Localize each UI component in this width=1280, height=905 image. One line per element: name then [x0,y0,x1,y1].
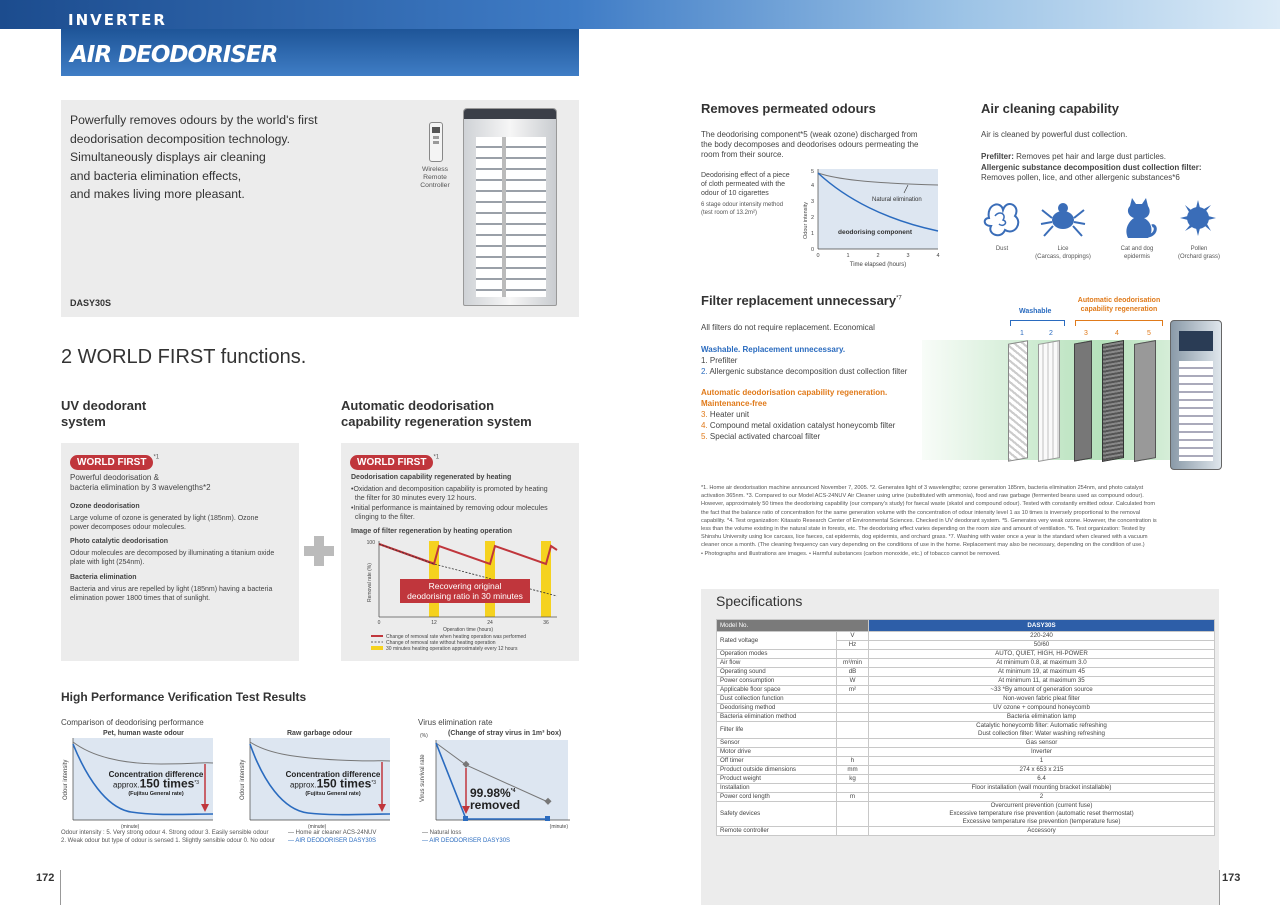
chart1-ylabel: Odour intensity [63,759,69,800]
spec-unit [837,739,869,748]
uv-title: UV deodorant system [61,398,147,429]
spec-row [717,766,1215,775]
chart2-ylabel: Odour intensity [240,759,246,800]
regen-bullet-2: •Initial performance is maintained by removing odour molecules clinging to the filter. [351,505,548,521]
x-tick: 4 [936,253,940,259]
chart-legend-1: — Home air cleaner ACS-24NUV — AIR DEODORISER DASY30S [288,830,377,844]
spec-row [717,793,1215,802]
spec-value: At minimum 0.8, at maximum 3.0 [869,659,1215,668]
diagram-auto: Automatic deodorisation capability regeneration [1077,297,1161,313]
spec-value: 1 [869,757,1215,766]
prefilter-image [1008,340,1028,462]
spec-value: 274 x 653 x 215 [869,766,1215,775]
world-first-heading: 2 WORLD FIRST functions. [61,346,307,368]
spec-value: 2 [869,793,1215,802]
spec-label: Rated voltage [717,632,837,650]
spec-label: Sensor [717,739,837,748]
virus-chart-title: (Change of stray virus in 1m³ box) [448,730,562,737]
icon-label: Dust [995,246,1009,252]
y-tick: 1 [810,231,814,237]
specs-title: Specifications [716,593,803,609]
spec-row [717,659,1215,668]
spec-unit [837,784,869,793]
permeated-chart-desc: Deodorising effect of a piece of cloth permeated with the odour of 10 cigarettes [701,172,790,197]
honeycomb-image [1102,340,1124,462]
spec-row [717,775,1215,784]
spec-value: Overcurrent prevention (current fuse) Excessive temperature rise prevention (automatic reset thermostat) Excessive temperature rise prevention (temperature fuse) [869,802,1215,827]
removed-text: 99.98%$^{*4}$ removed [470,786,521,812]
remote-label: Wireless Remote Controller [420,166,450,189]
x-tick: 12 [431,620,437,626]
spec-row [717,802,1215,827]
chart2-conc-text: Concentration difference approx.150 times$^{*3}$ (Fujitsu General rate) [285,770,381,797]
x-tick: 3 [906,253,910,259]
x-tick: 1 [846,253,850,259]
bacteria-text: Bacteria and virus are repelled by light (185nm) having a bacteria elimination power 1800 times that of sunlight. [70,586,273,602]
filter-item-3: 3. Heater unit [701,410,750,419]
spec-label: Installation [717,784,837,793]
chart1-xunit: (minute) [121,824,140,830]
charcoal-image [1134,340,1156,462]
comparison-caption: Comparison of deodorising performance [61,718,204,727]
permeated-text: The deodorising component*5 (weak ozone) discharged from the body decomposes and deodorises odours permeating the room from their source. [701,130,919,159]
spec-label: Air flow [717,659,837,668]
cat-icon [1118,196,1158,241]
spec-value: 6.4 [869,775,1215,784]
spec-row [717,677,1215,686]
spec-value: Inverter [869,748,1215,757]
page-number-left: 172 [36,872,55,884]
regen-legend-3: 30 minutes heating operation approximately every 12 hours [386,646,518,652]
spec-label: Filter life [717,722,837,739]
icon-label: Lice (Carcass, droppings) [1035,246,1091,260]
spec-row [717,668,1215,677]
uv-world-first-badge: WORLD FIRST $^{*1}$ [70,452,159,470]
y-tick: 2 [810,215,814,221]
spec-row [717,748,1215,757]
verify-title: High Performance Verification Test Results [61,690,307,704]
specs-table [716,619,1215,836]
spec-unit [837,695,869,704]
icon-label: Pollen (Orchard grass) [1177,246,1220,260]
regen-chart-title: Image of filter regeneration by heating operation [351,528,513,535]
x-tick: 2 [876,253,880,259]
chart1-title: Pet, human waste odour [103,730,184,737]
spec-value: At minimum 11, at maximum 35 [869,677,1215,686]
lice-icon [1040,196,1086,241]
diag-num: 5 [1147,330,1151,337]
spec-label: Product outside dimensions [717,766,837,775]
product-title: AIR DEODORISER [70,42,278,68]
spec-row [717,827,1215,836]
spec-unit: mm [837,766,869,775]
regen-world-first-badge: WORLD FIRST $^{*1}$ [350,452,439,470]
deo-label: deodorising component [838,229,913,236]
spec-row [717,757,1215,766]
spec-value: Floor installation (wall mounting bracket installable) [869,784,1215,793]
diag-num: 2 [1049,330,1053,337]
footnotes: *1. Home air deodorisation machine announced November 7, 2005. *2. Generates light of 3 wavelengths; ozone generation 185nm, bacteria elimination 254nm, and photo catalyst activation 365nm. *3. Compared to our Model ACS-24NUV Air Cleaner using urine (substituted with ammonia), food and raw garbage (fermented beans used as compound odour). However, approximately 50 times the deodorising capability (our company's study) for faecal waste (skatol and compound odour). Tested with constantly emitted odour. Calculated from the fact that the balance ratio of concentration for the same generation volume with the concentration of odour intensity level 1 as 10 times is inversely proportional to the removal capability. *4. Test organization: Kitasato Research Center of Environmental Sciences. Checked in UV deodorant system. *5. Generates very weak ozone. However, the concentration is less than the volume existing in the natural state in forests, etc. The deodorising effect varies depending on the room size and amount of ventilation. *6. Test organization: Tested by Shinshu University using lice carcass, lice faeces, cat epidermis, dog epidermis, and orchard grass. *7. Washing with water once a year is the standard when cleaned with a vacuum cleaner once a month. (The cleaning frequency can vary depending on the conditions of use in the home. Replacement may also be necessary, depending on the condition of use.) • Photographs and illustrations are images. • Harmful substances (carbon monoxide, etc.) of tobacco cannot be removed. [701,485,1157,557]
virus-xunit: (minute) [549,824,568,830]
spec-label: Power consumption [717,677,837,686]
page-number-right: 173 [1222,872,1241,884]
chart-legend-2: — Natural loss — AIR DEODORISER DASY30S [422,830,511,844]
bacteria-title: Bacteria elimination [70,574,137,581]
inverter-label: INVERTER [68,11,167,29]
permeated-title: Removes permeated odours [701,101,876,116]
spec-row [717,713,1215,722]
spec-row [717,695,1215,704]
spec-value: Non-woven fabric pleat filter [869,695,1215,704]
natural-label: Natural elimination [872,197,922,203]
chart1-conc-text: Concentration difference approx.150 times$^{*3}$ (Fujitsu General rate) [108,770,204,797]
spec-label: Off timer [717,757,837,766]
spec-unit: m² [837,686,869,695]
uv-lead: Powerful deodorisation & bacteria elimination by 3 wavelengths*2 [70,473,211,492]
product-image [463,108,557,306]
ozone-title: Ozone deodorisation [70,503,140,510]
spec-row [717,739,1215,748]
spec-unit: kg [837,775,869,784]
spec-label: Power cord length [717,793,837,802]
spec-unit [837,748,869,757]
y-tick: 4 [810,183,814,189]
spec-label: Product weight [717,775,837,784]
regen-title: Automatic deodorisation capability regeneration system [341,398,532,429]
ozone-text: Large volume of ozone is generated by light (185nm). Ozone power decomposes odour molecules. [70,515,259,531]
y-tick: 0 [810,247,814,253]
filter-lead: All filters do not require replacement. Economical [701,323,875,332]
spec-value: Catalytic honeycomb filter: Automatic refreshing Dust collection filter: Water washing refreshing [869,722,1215,739]
filter-item-5: 5. Special activated charcoal filter [701,432,821,441]
plus-icon [304,536,334,566]
spec-value: UV ozone + compound honeycomb [869,704,1215,713]
photocatalytic-title: Photo catalytic deodorisation [70,538,169,545]
spec-unit: m³/min [837,659,869,668]
regen-chart [345,536,575,656]
spec-unit: m [837,793,869,802]
photocatalytic-text: Odour molecules are decomposed by illuminating a titanium oxide plate with light (254nm). [70,550,275,566]
diagram-washable: Washable [1019,308,1052,315]
virus-unit: (%) [420,733,428,739]
specs-table-wrap [716,619,1215,836]
spec-value: AUTO, QUIET, HIGH, HI-POWER [869,650,1215,659]
spec-label: Deodorising method [717,704,837,713]
y-tick: 5 [810,169,814,175]
spec-label: Bacteria elimination method [717,713,837,722]
spec-label: Applicable floor space [717,686,837,695]
y-tick: 3 [810,199,814,205]
prefilter-text: Prefilter: Removes pet hair and large dust particles. [981,152,1166,161]
unit-image [1170,320,1222,470]
dust-filter-image [1038,340,1060,462]
permeated-method: 6 stage odour intensity method (test room of 13.2m²) [701,202,784,216]
spec-value: 220-240 [869,632,1215,641]
allergen-text: Allergenic substance decomposition dust collection filter: Removes pollen, lice, and other allergenic substances*6 [981,163,1202,182]
spec-value: Gas sensor [869,739,1215,748]
spec-value: At minimum 19, at maximum 45 [869,668,1215,677]
chart2-xunit: (minute) [308,824,327,830]
filter-item-1: 1. Prefilter [701,356,738,365]
spec-unit: W [837,677,869,686]
spec-label: Dust collection function [717,695,837,704]
filter-title: Filter replacement unnecessary$^{*7}$ [701,293,902,308]
spec-unit: Hz [837,641,869,650]
spec-header-model: DASY30S [869,620,1215,632]
filter-item-4: 4. Compound metal oxidation catalyst honeycomb filter [701,421,896,430]
icon-label: Cat and dog epidermis [1120,246,1154,260]
permeated-ylabel: Odour intensity [803,202,809,239]
y-tick-100: 100 [366,540,375,546]
spec-value: Accessory [869,827,1215,836]
virus-chart [418,736,583,831]
dust-icon [981,196,1023,241]
heater-image [1074,340,1092,461]
regen-bullet-1: •Oxidation and decomposition capability is promoted by heating the filter for 30 minutes every 12 hours. [351,486,548,502]
diag-num: 1 [1020,330,1024,337]
spec-row [717,722,1215,739]
spec-row [717,704,1215,713]
spec-unit [837,827,869,836]
permeated-chart [796,165,946,269]
regen-sub: Deodorisation capability regenerated by heating [351,474,512,481]
spec-unit: dB [837,668,869,677]
aircleaning-text: Air is cleaned by powerful dust collection. [981,130,1128,139]
spec-label: Remote controller [717,827,837,836]
spec-header-label: Model No. [717,620,869,632]
spec-label: Operating sound [717,668,837,677]
virus-ylabel: Virus survival rate [420,754,426,802]
intro-model: DASY30S [70,298,112,308]
x-tick: 0 [377,620,381,626]
spec-unit [837,722,869,739]
virus-caption: Virus elimination rate [418,718,493,727]
callout-line-1: Recovering original [428,581,502,591]
auto-title: Automatic deodorisation capability regeneration. [701,388,888,397]
spec-unit [837,802,869,827]
spec-row [717,650,1215,659]
permeated-xlabel: Time elapsed (hours) [849,262,907,268]
spec-unit [837,704,869,713]
spec-unit [837,650,869,659]
spec-label: Operation modes [717,650,837,659]
callout-line-2: deodorising ratio in 30 minutes [407,591,523,601]
aircleaning-title: Air cleaning capability [981,101,1119,116]
x-tick: 36 [543,620,549,626]
x-tick: 0 [816,253,820,259]
spec-row [717,686,1215,695]
spec-value: 50/60 [869,641,1215,650]
spec-value: ~33 *By amount of generation source [869,686,1215,695]
spec-row [717,784,1215,793]
spec-unit [837,713,869,722]
regen-legend-2: Change of removal rate without heating operation [386,640,496,646]
spec-unit: h [837,757,869,766]
spec-row [717,632,1215,641]
spec-label: Motor drive [717,748,837,757]
x-tick: 24 [487,620,493,626]
diag-num: 4 [1115,330,1119,337]
remote-controller-image [429,122,443,162]
regen-legend-1: Change of removal rate when heating operation was performed [386,634,527,640]
regen-xlabel: Operation time (hours) [442,627,494,633]
chart2-title: Raw garbage odour [287,730,353,737]
washable-title: Washable. Replacement unnecessary. [701,345,846,354]
intro-text: Powerfully removes odours by the world's first deodorisation decomposition technology. Simultaneously displays air cleaning and bacteria elimination effects, and makes living more pleasant. [70,113,318,201]
pollen-icon [1180,200,1216,236]
spec-unit: V [837,632,869,641]
odour-footnote: Odour intensity : 5. Very strong odour 4. Strong odour 3. Easily sensible odour 2. Weak odour but type of odour is sensed 1. Slightly sensible odour 0. No odour [61,830,276,844]
spec-label: Safety devices [717,802,837,827]
filter-item-2: 2. Allergenic substance decomposition dust collection filter [701,367,908,376]
top-banner [0,0,1280,29]
spec-value: Bacteria elimination lamp [869,713,1215,722]
diag-num: 3 [1084,330,1088,337]
auto-sub: Maintenance-free [701,399,767,408]
regen-ylabel: Removal rate (%) [367,563,373,602]
